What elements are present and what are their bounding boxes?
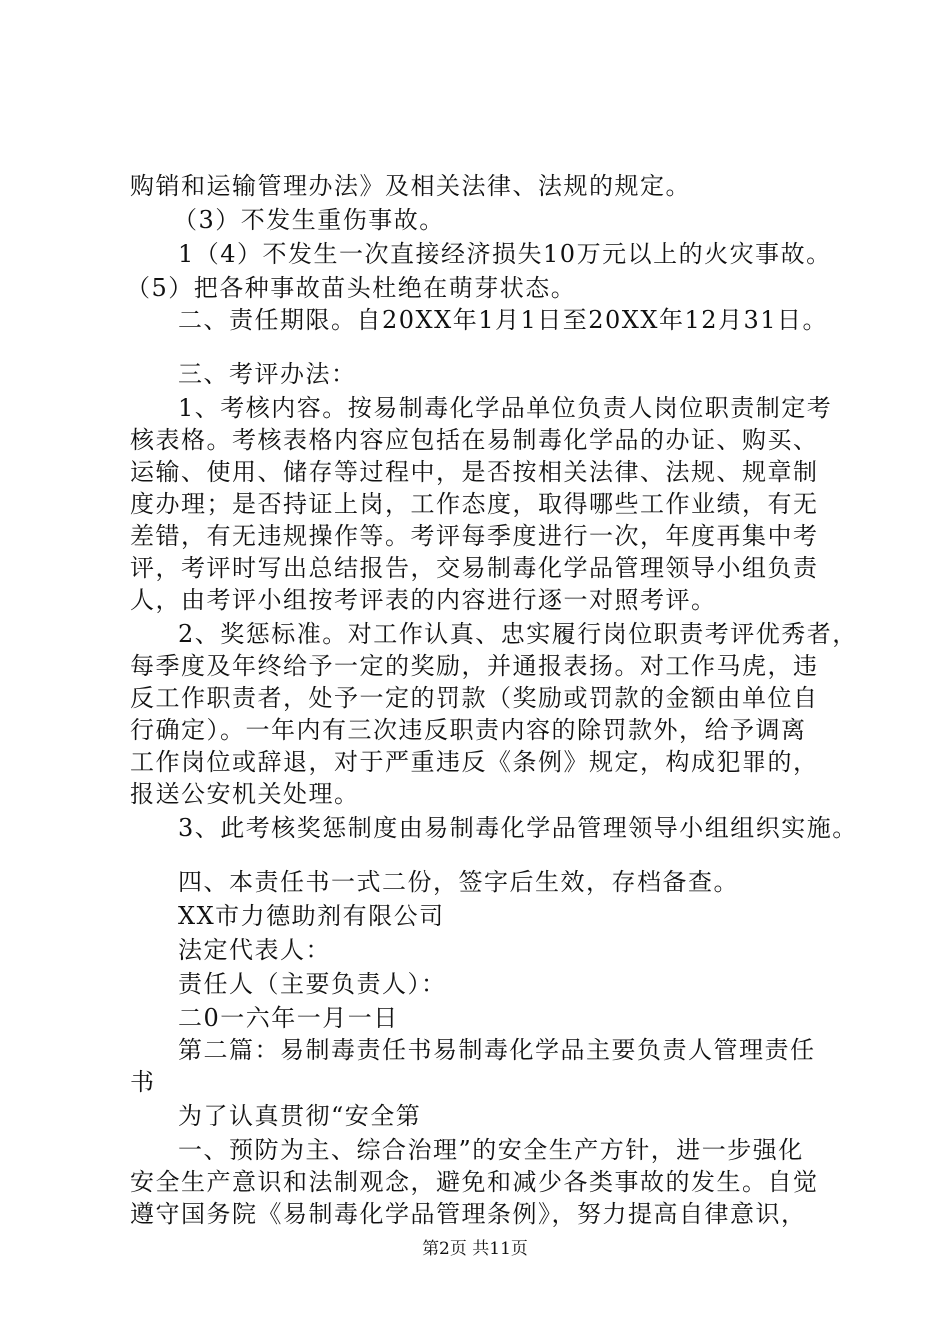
- text-line: （5）把各种事故苗头杜绝在萌芽状态。: [126, 274, 577, 302]
- text-line: 每季度及年终给予一定的奖励，并通报表扬。对工作马虎，违: [130, 652, 819, 680]
- text-line: 二、责任期限。自20XX年1月1日至20XX年12月31日。: [178, 306, 829, 334]
- legal-representative-label: 法定代表人：: [178, 936, 331, 964]
- page-number-footer: 第2页 共11页: [422, 1239, 528, 1259]
- text-line: 1（4）不发生一次直接经济损失10万元以上的火灾事故。: [178, 240, 832, 268]
- text-line: 2、奖惩标准。对工作认真、忠实履行岗位职责考评优秀者，: [178, 620, 858, 648]
- text-line: 差错，有无违规操作等。考评每季度进行一次，年度再集中考: [130, 522, 819, 550]
- text-line: 行确定）。一年内有三次违反职责内容的除罚款外，给予调离: [130, 716, 807, 744]
- text-line: 为了认真贯彻“安全第: [178, 1102, 422, 1130]
- text-line: 安全生产意识和法制观念，避免和减少各类事故的发生。自觉: [130, 1168, 819, 1196]
- text-line: 1、考核内容。按易制毒化学品单位负责人岗位职责制定考: [178, 394, 833, 422]
- text-line: 3、此考核奖惩制度由易制毒化学品管理领导小组组织实施。: [178, 814, 858, 842]
- text-line: （3）不发生重伤事故。: [173, 206, 445, 234]
- company-name: XX市力德助剂有限公司: [178, 902, 445, 930]
- text-line: 一、预防为主、综合治理”的安全生产方针，进一步强化: [178, 1136, 804, 1164]
- text-line: 核表格。考核表格内容应包括在易制毒化学品的办证、购买、: [130, 426, 819, 454]
- text-line: 四、本责任书一式二份，签字后生效，存档备查。: [178, 868, 739, 896]
- text-line: 工作岗位或辞退，对于严重违反《条例》规定，构成犯罪的，: [130, 748, 819, 776]
- text-line: 遵守国务院《易制毒化学品管理条例》，努力提高自律意识，: [130, 1200, 807, 1228]
- chapter-heading: 第二篇：易制毒责任书易制毒化学品主要负责人管理责任: [178, 1036, 816, 1064]
- section-heading: 三、考评办法：: [178, 360, 357, 388]
- text-line: 评，考评时写出总结报告，交易制毒化学品管理领导小组负责: [130, 554, 819, 582]
- chapter-heading-continued: 书: [130, 1068, 156, 1096]
- text-line: 运输、使用、储存等过程中，是否按相关法律、法规、规章制: [130, 458, 819, 486]
- responsible-person-label: 责任人（主要负责人）：: [178, 970, 447, 998]
- text-line: 报送公安机关处理。: [130, 780, 360, 808]
- document-date: 二0一六年一月一日: [178, 1004, 399, 1032]
- text-line: 反工作职责者，处予一定的罚款（奖励或罚款的金额由单位自: [130, 684, 819, 712]
- text-line: 购销和运输管理办法》及相关法律、法规的规定。: [130, 172, 691, 200]
- text-line: 度办理；是否持证上岗，工作态度，取得哪些工作业绩，有无: [130, 490, 819, 518]
- text-line: 人，由考评小组按考评表的内容进行逐一对照考评。: [130, 586, 717, 614]
